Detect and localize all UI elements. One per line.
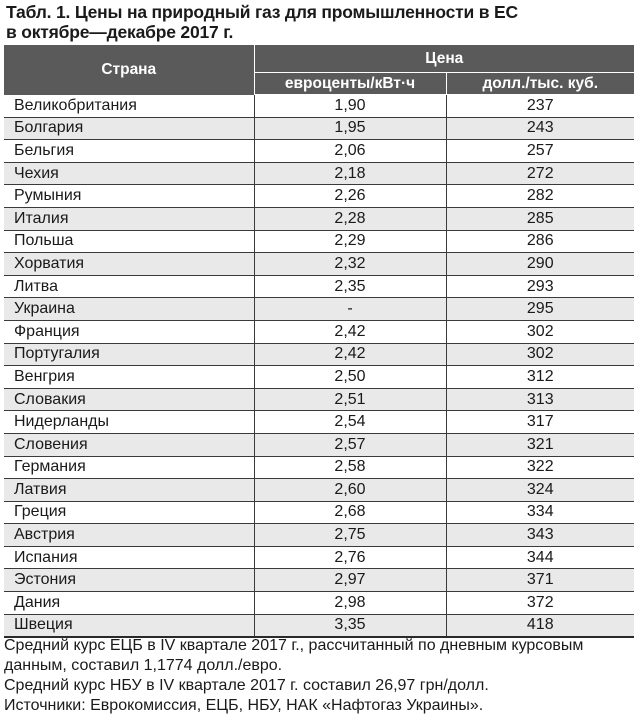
table-row [4,456,634,479]
eur-price-cell: 2,57 [254,433,446,456]
usd-price-cell: 371 [446,569,634,592]
footnotes [4,636,636,716]
country-cell: Хорватия [4,253,254,276]
country-cell: Словакия [4,388,254,411]
eur-price-cell: 2,26 [254,185,446,208]
usd-price-cell: 321 [446,433,634,456]
table-row [4,388,634,411]
eur-price-cell: 2,42 [254,343,446,366]
footnote-ecb-rate: Средний курс ЕЦБ в IV квартале 2017 г., рассчитанный по дневным курсовым данным, составил 1,1774 долл./евро. [4,637,584,674]
country-cell: Венгрия [4,366,254,389]
eur-price-cell: 1,95 [254,117,446,140]
usd-price-cell: 344 [446,546,634,569]
usd-price-cell: 302 [446,320,634,343]
column-header-country: Страна [4,45,254,95]
usd-price-cell: 295 [446,298,634,321]
table-row [4,207,634,230]
table-row [4,298,634,321]
eur-price-cell: 2,76 [254,546,446,569]
table-row [4,411,634,434]
country-cell: Португалия [4,343,254,366]
usd-price-cell: 313 [446,388,634,411]
country-cell: Греция [4,501,254,524]
column-header-price: Цена [254,45,634,73]
table-row [4,479,634,502]
table-row [4,546,634,569]
table-row [4,366,634,389]
eur-price-cell: 2,68 [254,501,446,524]
table-row [4,320,634,343]
country-cell: Испания [4,546,254,569]
table-body [4,95,634,638]
usd-price-cell: 285 [446,207,634,230]
table-title [6,2,636,42]
eur-price-cell: 2,28 [254,207,446,230]
usd-price-cell: 334 [446,501,634,524]
table-row [4,275,634,298]
eur-price-cell: 2,75 [254,524,446,547]
usd-price-cell: 372 [446,592,634,615]
eur-price-cell: 2,35 [254,275,446,298]
usd-price-cell: 243 [446,117,634,140]
usd-price-cell: 286 [446,230,634,253]
usd-price-cell: 293 [446,275,634,298]
table-row [4,140,634,163]
eur-price-cell: 2,58 [254,456,446,479]
eur-price-cell: 2,60 [254,479,446,502]
column-header-eur: евроценты/кВт·ч [254,73,446,95]
country-cell: Бельгия [4,140,254,163]
country-cell: Эстония [4,569,254,592]
table-row [4,569,634,592]
table-row [4,117,634,140]
usd-price-cell: 324 [446,479,634,502]
footnote-nbu-rate: Средний курс НБУ в IV квартале 2017 г. составил 26,97 грн/долл. [4,677,489,694]
eur-price-cell: 2,97 [254,569,446,592]
table-row [4,253,634,276]
country-cell: Германия [4,456,254,479]
footnote-sources: Источники: Еврокомиссия, ЕЦБ, НБУ, НАК «Нафтогаз Украины». [4,697,484,714]
eur-price-cell: - [254,298,446,321]
usd-price-cell: 317 [446,411,634,434]
gas-prices-table [4,45,634,638]
table-row [4,592,634,615]
country-cell: Великобритания [4,95,254,118]
country-cell: Чехия [4,162,254,185]
table-row [4,433,634,456]
eur-price-cell: 2,51 [254,388,446,411]
table-row [4,343,634,366]
eur-price-cell: 2,18 [254,162,446,185]
eur-price-cell: 2,06 [254,140,446,163]
country-cell: Франция [4,320,254,343]
country-cell: Австрия [4,524,254,547]
table-row [4,162,634,185]
country-cell: Дания [4,592,254,615]
country-cell: Румыния [4,185,254,208]
country-cell: Нидерланды [4,411,254,434]
eur-price-cell: 2,42 [254,320,446,343]
usd-price-cell: 237 [446,95,634,118]
table-header [4,45,634,95]
country-cell: Польша [4,230,254,253]
table-row [4,185,634,208]
table-title-line-1: Табл. 1. Цены на природный газ для промышленности в ЕС [6,2,518,22]
eur-price-cell: 2,98 [254,592,446,615]
country-cell: Украина [4,298,254,321]
country-cell: Словения [4,433,254,456]
usd-price-cell: 418 [446,614,634,637]
table-row [4,230,634,253]
table-title-line-2: в октябре—декабре 2017 г. [6,22,234,42]
table-row [4,95,634,118]
table-row [4,524,634,547]
usd-price-cell: 257 [446,140,634,163]
eur-price-cell: 3,35 [254,614,446,637]
eur-price-cell: 2,29 [254,230,446,253]
table-row [4,614,634,637]
country-cell: Литва [4,275,254,298]
country-cell: Швеция [4,614,254,637]
usd-price-cell: 302 [446,343,634,366]
usd-price-cell: 290 [446,253,634,276]
eur-price-cell: 2,54 [254,411,446,434]
usd-price-cell: 322 [446,456,634,479]
country-cell: Италия [4,207,254,230]
usd-price-cell: 343 [446,524,634,547]
country-cell: Болгария [4,117,254,140]
usd-price-cell: 282 [446,185,634,208]
table-row [4,501,634,524]
country-cell: Латвия [4,479,254,502]
column-header-usd: долл./тыс. куб. [446,73,634,95]
usd-price-cell: 272 [446,162,634,185]
eur-price-cell: 1,90 [254,95,446,118]
eur-price-cell: 2,50 [254,366,446,389]
usd-price-cell: 312 [446,366,634,389]
eur-price-cell: 2,32 [254,253,446,276]
